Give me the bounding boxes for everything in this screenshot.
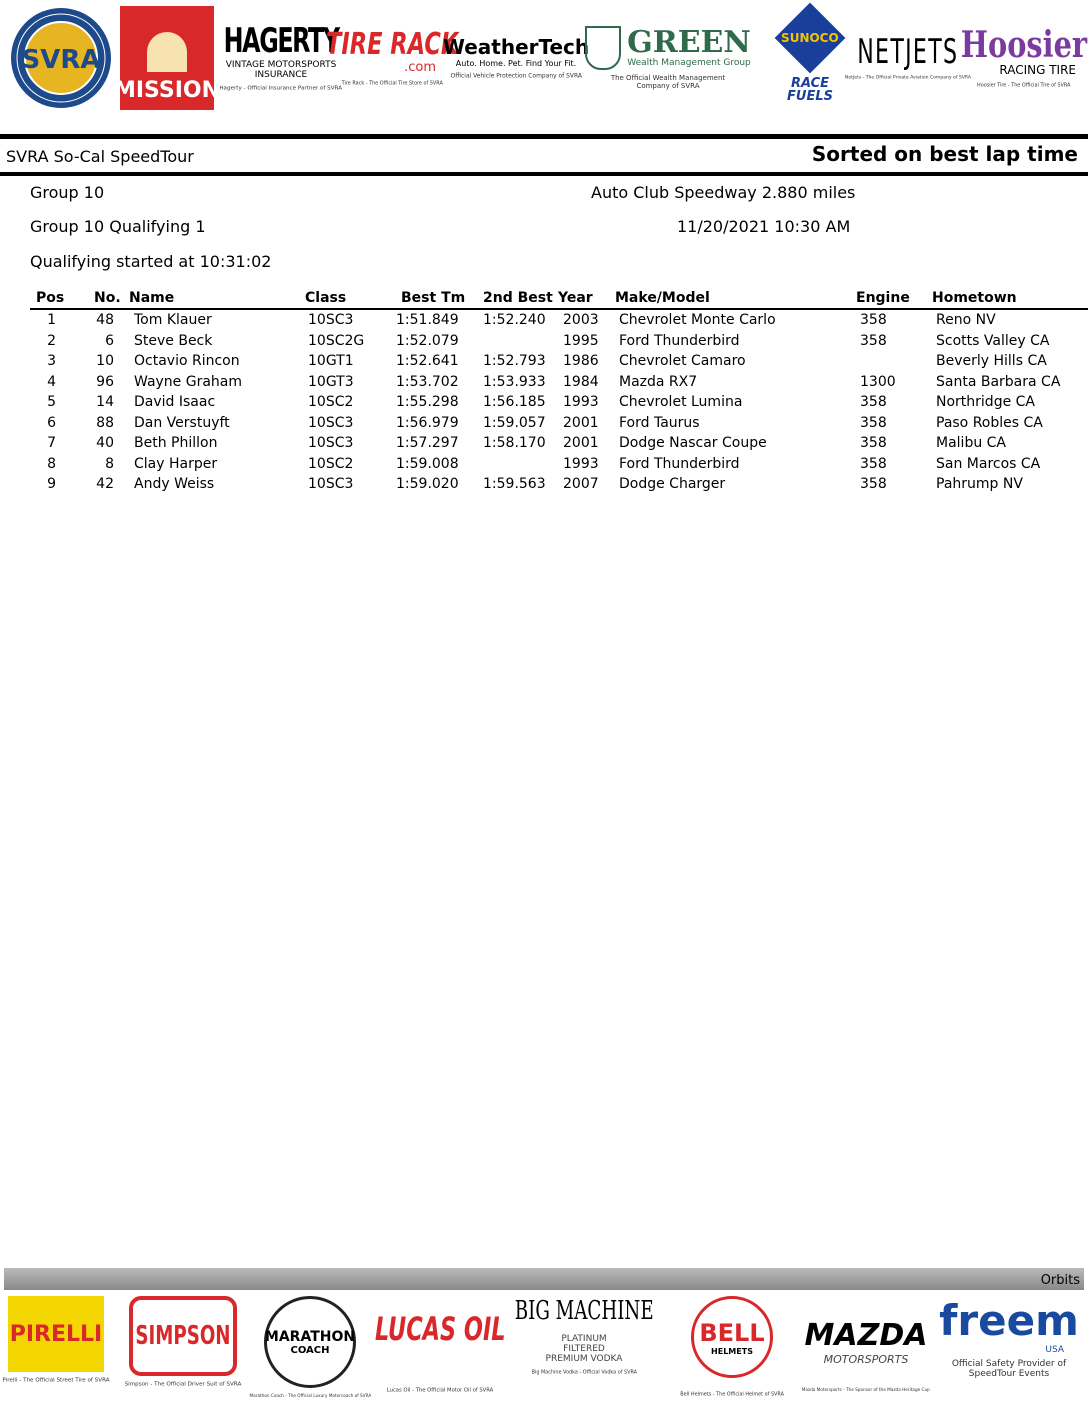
- cell-name: Dan Verstuyft: [134, 414, 230, 431]
- col-name: Name: [129, 290, 175, 306]
- cell-class: 10SC3: [308, 414, 354, 431]
- hagerty-wordmark: HAGERTY: [223, 21, 339, 61]
- freem-logo: [934, 1296, 1084, 1404]
- cell-second: 1:58.170: [483, 435, 546, 451]
- cell-pos: 7: [47, 435, 56, 451]
- header-rule-bottom: [0, 172, 1088, 176]
- bigmachine-wordmark: BIG MACHINE: [514, 1296, 654, 1326]
- col-engine: Engine: [856, 290, 910, 306]
- cell-pos: 4: [47, 373, 56, 390]
- svg-text:SVRA: SVRA: [21, 45, 101, 75]
- table-row: [0, 415, 1088, 435]
- cell-engine: 358: [860, 435, 887, 451]
- table-row: [0, 353, 1088, 373]
- cell-no: 96: [96, 373, 114, 390]
- weathertech-tag: Official Vehicle Protection Company of SVRA: [450, 72, 582, 79]
- sunoco-wordmark: SUNOCO: [781, 31, 839, 46]
- cell-make: Ford Thunderbird: [619, 332, 740, 349]
- cell-engine: 358: [860, 312, 887, 328]
- cell-class: 10SC3: [308, 435, 354, 451]
- pirelli-wordmark: PIRELLI: [9, 1321, 103, 1347]
- bigmachine-sub: PLATINUM FILTERED PREMIUM VODKA: [545, 1334, 623, 1364]
- bigmachine-tag: Big Machine Vodka - Official Vodka of SVRA: [531, 1369, 637, 1375]
- mazda-wordmark: MAZDA: [804, 1318, 928, 1353]
- cell-name: Octavio Rincon: [134, 353, 240, 369]
- cell-hometown: Beverly Hills CA: [936, 353, 1047, 369]
- hoosier-sub: RACING TIRE: [999, 63, 1076, 77]
- cell-year: 2007: [563, 476, 599, 492]
- cell-make: Mazda RX7: [619, 373, 698, 390]
- table-head-rule: [30, 308, 1088, 310]
- netjets-tag: NetJets - The Official Private Aviation Company of SVRA: [844, 74, 972, 80]
- bigmachine-logo: [510, 1296, 658, 1404]
- session-datetime: 11/20/2021 10:30 AM: [677, 217, 851, 236]
- cell-best: 1:57.297: [396, 435, 459, 451]
- cell-hometown: Pahrump NV: [936, 476, 1023, 492]
- col-class: Class: [305, 290, 347, 306]
- session-label: Group 10 Qualifying 1: [30, 217, 206, 236]
- tirerack-tag: Tire Rack - The Official Tire Store of SVRA: [341, 79, 443, 86]
- cell-make: Dodge Nascar Coupe: [619, 435, 767, 451]
- cell-name: Steve Beck: [134, 332, 213, 349]
- cell-no: 6: [105, 332, 114, 349]
- sunoco-logo: [774, 4, 846, 112]
- cell-second: 1:52.793: [483, 353, 546, 369]
- cell-year: 1984: [563, 373, 599, 390]
- cell-best: 1:52.641: [396, 353, 459, 369]
- svra-logo: [6, 4, 116, 112]
- cell-engine: 358: [860, 332, 887, 349]
- cell-hometown: Malibu CA: [936, 435, 1006, 451]
- cell-best: 1:52.079: [396, 332, 459, 349]
- mazda-tag: Mazda Motorsports - The Sponsor of the Mazda Heritage Cup: [801, 1387, 931, 1393]
- cell-year: 2001: [563, 435, 599, 451]
- cell-make: Chevrolet Lumina: [619, 394, 743, 410]
- cell-second: 1:53.933: [483, 373, 546, 390]
- sunoco-diamond-icon: [775, 3, 846, 74]
- cell-class: 10SC2: [308, 394, 354, 410]
- sunoco-sub: RACE FUELS: [787, 76, 833, 104]
- cell-pos: 6: [47, 414, 56, 431]
- mazda-logo: [800, 1296, 932, 1404]
- cell-no: 40: [96, 435, 114, 451]
- hoosier-logo: [960, 4, 1088, 112]
- cell-best: 1:51.849: [396, 312, 459, 328]
- mission-wordmark: MISSION: [113, 78, 221, 103]
- cell-engine: 358: [860, 394, 887, 410]
- hagerty-sub: VINTAGE MOTORSPORTS INSURANCE: [225, 60, 337, 80]
- track-label: Auto Club Speedway 2.880 miles: [591, 183, 856, 202]
- cell-year: 2003: [563, 312, 599, 328]
- tirerack-wordmark: TIRE RACK: [325, 26, 459, 62]
- cell-pos: 5: [47, 394, 56, 410]
- cell-hometown: Santa Barbara CA: [936, 373, 1061, 390]
- cell-pos: 1: [47, 312, 56, 328]
- cell-best: 1:59.008: [396, 455, 459, 472]
- cell-best: 1:56.979: [396, 414, 459, 431]
- green-wordmark: GREEN: [627, 25, 751, 60]
- netjets-wordmark: NETJETS: [857, 32, 959, 72]
- cell-pos: 9: [47, 476, 56, 492]
- cell-make: Dodge Charger: [619, 476, 726, 492]
- marathon-sub: COACH: [290, 1344, 330, 1356]
- col-year: Year: [558, 290, 593, 306]
- green-tag: The Official Wealth Management Company of SVRA: [610, 74, 726, 90]
- col-hometown: Hometown: [932, 290, 1017, 306]
- cell-second: 1:56.185: [483, 394, 546, 410]
- group-label: Group 10: [30, 183, 105, 202]
- freem-sub: USA: [1045, 1345, 1064, 1355]
- table-row: [0, 394, 1088, 414]
- cell-hometown: Reno NV: [936, 312, 996, 328]
- cell-class: 10SC3: [308, 312, 354, 328]
- green-logo: [594, 4, 751, 112]
- cell-no: 8: [105, 455, 114, 472]
- cell-class: 10SC2: [308, 455, 354, 472]
- table-row: [0, 476, 1088, 496]
- cell-class: 10SC2G: [308, 332, 365, 349]
- tirerack-sub: .com: [404, 59, 436, 75]
- green-shield-icon: [585, 26, 621, 70]
- weathertech-sub: Auto. Home. Pet. Find Your Fit.: [455, 58, 577, 68]
- col-no: No.: [94, 290, 121, 306]
- lucasoil-logo: [374, 1296, 506, 1404]
- hagerty-logo: [220, 4, 342, 112]
- cell-class: 10GT3: [308, 373, 354, 390]
- cell-hometown: San Marcos CA: [936, 455, 1041, 472]
- sort-label: Sorted on best lap time: [811, 142, 1078, 166]
- cell-make: Chevrolet Monte Carlo: [619, 312, 776, 328]
- cell-hometown: Scotts Valley CA: [936, 332, 1050, 349]
- simpson-tag: Simpson - The Official Driver Suit of SVRA: [124, 1380, 242, 1388]
- table-row: [0, 333, 1088, 353]
- hoosier-tag: Hoosier Tire - The Official Tire of SVRA: [977, 82, 1071, 88]
- series-name: SVRA So-Cal SpeedTour: [6, 147, 194, 166]
- footer-bar: [4, 1268, 1084, 1290]
- bell-tag: Bell Helmets - The Official Helmet of SVRA: [680, 1391, 784, 1397]
- cell-name: Wayne Graham: [134, 373, 243, 390]
- cell-engine: 358: [860, 476, 887, 492]
- table-row: [0, 435, 1088, 455]
- header-rule-top: [0, 134, 1088, 139]
- cell-no: 88: [96, 414, 114, 431]
- bell-logo: [676, 1296, 788, 1404]
- cell-name: David Isaac: [134, 394, 216, 410]
- cell-year: 1993: [563, 394, 599, 410]
- cell-year: 1993: [563, 455, 599, 472]
- cell-name: Beth Phillon: [134, 435, 218, 451]
- green-sub: Wealth Management Group: [627, 58, 751, 68]
- cell-pos: 2: [47, 332, 56, 349]
- svra-seal-icon: [9, 6, 113, 110]
- cell-year: 1986: [563, 353, 599, 369]
- bell-sub: HELMETS: [711, 1346, 753, 1356]
- cell-engine: 358: [860, 414, 887, 431]
- mazda-sub: MOTORSPORTS: [823, 1353, 909, 1366]
- cell-no: 48: [96, 312, 114, 328]
- marathon-tag: Marathon Coach - The Official Luxury Motorcoach of SVRA: [249, 1393, 371, 1399]
- cell-pos: 8: [47, 455, 56, 472]
- cell-engine: 358: [860, 455, 887, 472]
- cell-second: 1:59.563: [483, 476, 546, 492]
- cell-no: 14: [96, 394, 114, 410]
- pirelli-tag: Pirelli - The Official Street Tire of SVRA: [2, 1376, 110, 1384]
- col-make: Make/Model: [615, 290, 710, 306]
- lucasoil-wordmark: LUCAS OIL: [374, 1310, 506, 1348]
- hagerty-tag: Hagerty - Official Insurance Partner of SVRA: [219, 84, 343, 92]
- bell-wordmark: BELL: [699, 1318, 765, 1347]
- freem-tag: Official Safety Provider of SpeedTour Events: [951, 1359, 1067, 1379]
- cell-hometown: Northridge CA: [936, 394, 1035, 410]
- col-best: Best Tm: [401, 290, 466, 306]
- cell-make: Ford Thunderbird: [619, 455, 740, 472]
- col-pos: Pos: [36, 290, 65, 306]
- lucasoil-tag: Lucas Oil - The Official Motor Oil of SVRA: [386, 1387, 494, 1393]
- cell-second: 1:59.057: [483, 414, 546, 431]
- weathertech-logo: [442, 4, 590, 112]
- cell-make: Ford Taurus: [619, 414, 700, 431]
- marathon-logo: [248, 1296, 372, 1404]
- cell-year: 2001: [563, 414, 599, 431]
- mission-logo: [113, 4, 221, 112]
- simpson-logo: [122, 1296, 244, 1404]
- simpson-wordmark: SIMPSON: [135, 1321, 231, 1351]
- table-row: [0, 374, 1088, 394]
- cell-year: 1995: [563, 332, 599, 349]
- mission-bell-icon: [147, 32, 187, 72]
- cell-name: Andy Weiss: [134, 476, 215, 492]
- cell-class: 10GT1: [308, 353, 354, 369]
- orbits-label: Orbits: [1040, 1273, 1080, 1288]
- table-row: [0, 456, 1088, 476]
- cell-best: 1:59.020: [396, 476, 459, 492]
- cell-second: 1:52.240: [483, 312, 546, 328]
- qualifying-start: Qualifying started at 10:31:02: [30, 252, 272, 271]
- table-row: [0, 312, 1088, 332]
- cell-no: 10: [96, 353, 114, 369]
- freem-wordmark: freem: [939, 1296, 1079, 1345]
- col-second: 2nd Best: [483, 290, 553, 306]
- cell-make: Chevrolet Camaro: [619, 353, 746, 369]
- tirerack-logo: [325, 4, 459, 112]
- cell-name: Clay Harper: [134, 455, 218, 472]
- cell-pos: 3: [47, 353, 56, 369]
- pirelli-logo: [4, 1296, 108, 1404]
- hoosier-wordmark: Hoosier: [960, 24, 1088, 66]
- netjets-logo: [844, 4, 972, 112]
- cell-no: 42: [96, 476, 114, 492]
- cell-engine: 1300: [860, 373, 896, 390]
- cell-hometown: Paso Robles CA: [936, 414, 1043, 431]
- cell-best: 1:55.298: [396, 394, 459, 410]
- cell-name: Tom Klauer: [134, 312, 212, 328]
- cell-class: 10SC3: [308, 476, 354, 492]
- marathon-wordmark: MARATHON: [264, 1328, 356, 1345]
- weathertech-wordmark: WeatherTech: [442, 34, 590, 59]
- cell-best: 1:53.702: [396, 373, 459, 390]
